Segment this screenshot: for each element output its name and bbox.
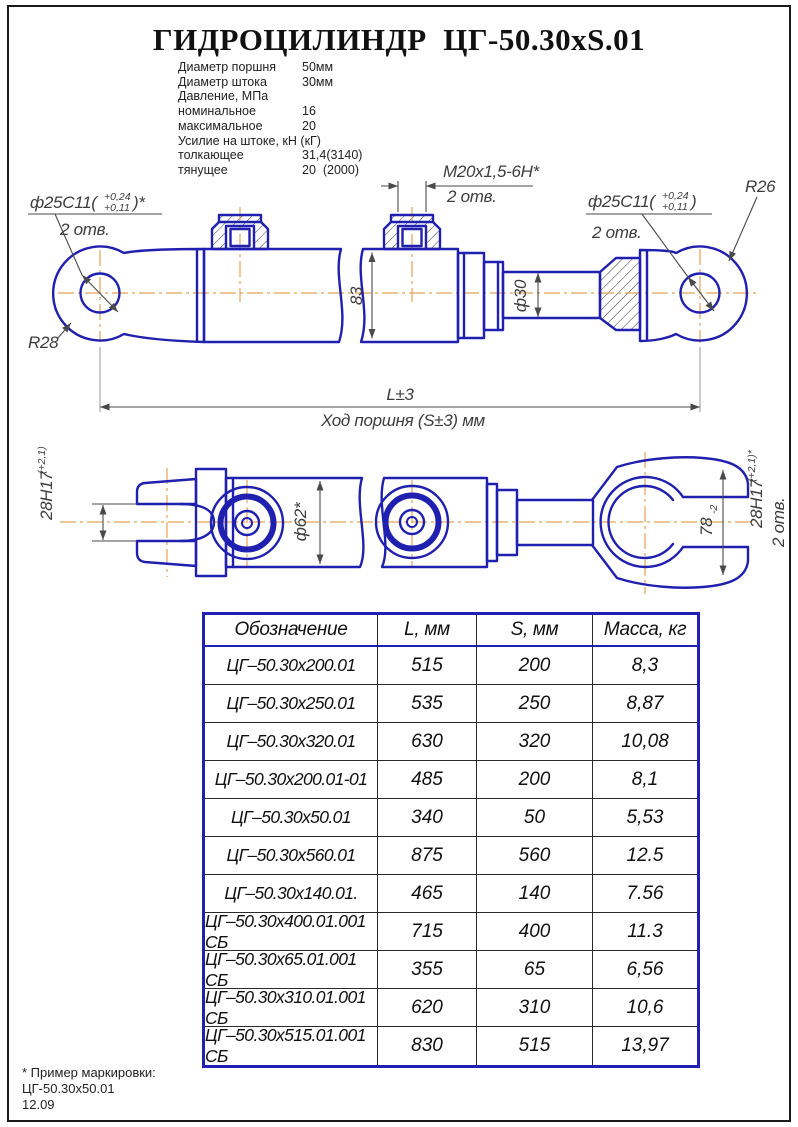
table-cell: ЦГ–50.30х200.01-01 [205, 761, 378, 799]
table-cell: 8,3 [593, 647, 697, 685]
spec-row: номинальное 16 [178, 104, 316, 119]
table-cell: ЦГ–50.30х200.01 [205, 647, 378, 685]
table-cell: 875 [378, 837, 477, 875]
spec-row: Давление, МПа [178, 89, 269, 104]
table-cell: 10,08 [593, 723, 697, 761]
table-cell: 10,6 [593, 989, 697, 1027]
fork-bore-qty-right: 2 отв. [769, 497, 788, 547]
hole-callout-left-close: )* [133, 193, 145, 212]
page-title: ГИДРОЦИЛИНДР ЦГ-50.30xS.01 [152, 22, 646, 57]
table-cell: ЦГ–50.30х65.01.001 СБ [205, 951, 378, 989]
table-header-S: S, мм [477, 615, 593, 647]
dim-label-boss-diameter: ф62* [291, 502, 310, 542]
table-cell: 7.56 [593, 875, 697, 913]
fork-bore-tol-right: (+2,1)* [746, 450, 758, 482]
footnote-line: * Пример маркировки: [22, 1065, 156, 1080]
table-cell: 465 [378, 875, 477, 913]
spec-row: Диаметр штока 30мм [178, 74, 334, 89]
table-cell: 11.3 [593, 913, 697, 951]
table-cell: 560 [477, 837, 593, 875]
table-header-designation: Обозначение [205, 615, 378, 647]
table-cell: ЦГ–50.30х250.01 [205, 685, 378, 723]
radius-label-r28: R28 [28, 333, 59, 352]
hole-callout-right-qty: 2 отв. [592, 223, 642, 242]
footnote-line: ЦГ-50.30х50.01 [22, 1081, 115, 1096]
dim-label-stroke: Ход поршня (S±3) мм [321, 411, 485, 430]
table-cell: 6,56 [593, 951, 697, 989]
table-cell: 65 [477, 951, 593, 989]
table-header-mass: Масса, кг [593, 615, 697, 647]
table-cell: 355 [378, 951, 477, 989]
spec-row: тянущее 20 (2000) [178, 162, 359, 177]
dim-label-fork-width-tol: -2 [708, 504, 720, 514]
hole-callout-left-tol-lower: +0,11 [104, 202, 130, 214]
table-cell: 8,1 [593, 761, 697, 799]
table-cell: 340 [378, 799, 477, 837]
spec-row: толкающее 31,4(3140) [178, 148, 363, 163]
table-cell: 140 [477, 875, 593, 913]
dim-label-length: L±3 [386, 385, 414, 404]
table-cell: 400 [477, 913, 593, 951]
table-cell: ЦГ–50.30х310.01.001 СБ [205, 989, 378, 1027]
table-cell: 250 [477, 685, 593, 723]
table-cell: 485 [378, 761, 477, 799]
spec-row: Диаметр поршня 50мм [178, 60, 334, 74]
spec-row: максимальное 20 [178, 118, 316, 133]
fork-bore-label-right: 28H17 [747, 479, 766, 528]
hole-callout-left-tol-upper: +0,24 [104, 191, 131, 203]
hole-callout-right-close: ) [691, 192, 697, 211]
thread-callout: M20x1,5-6H* [443, 162, 539, 181]
table-cell: ЦГ–50.30х50.01 [205, 799, 378, 837]
table-cell: ЦГ–50.30х515.01.001 СБ [205, 1027, 378, 1065]
table-cell: 320 [477, 723, 593, 761]
thread-callout-qty: 2 отв. [447, 187, 497, 206]
table-cell: 5,53 [593, 799, 697, 837]
table-cell: 12.5 [593, 837, 697, 875]
hole-callout-right-tol-upper: +0,24 [662, 190, 689, 202]
table-cell: 715 [378, 913, 477, 951]
dim-label-83: 83 [347, 286, 366, 306]
table-cell: 515 [477, 1027, 593, 1065]
table-cell: 8,87 [593, 685, 697, 723]
table-cell: 50 [477, 799, 593, 837]
marking-footnote [22, 1065, 156, 1113]
fork-bore-tol-left: (+2,1) [36, 446, 48, 474]
table-header-L: L, мм [378, 615, 477, 647]
hole-callout-left: ф25С11( [30, 193, 97, 212]
footnote-line: 12.09 [22, 1097, 55, 1112]
table-cell: ЦГ–50.30х400.01.001 СБ [205, 913, 378, 951]
radius-label-r26: R26 [745, 177, 776, 196]
table-cell: 620 [378, 989, 477, 1027]
spec-row: Усилие на штоке, кН (кГ) [178, 133, 321, 148]
dimension-table [202, 612, 700, 1068]
fork-bore-label-left: 28H17 [37, 471, 56, 520]
table-cell: 830 [378, 1027, 477, 1065]
hole-callout-left-qty: 2 отв. [60, 220, 110, 239]
table-cell: ЦГ–50.30х560.01 [205, 837, 378, 875]
table-cell: 200 [477, 761, 593, 799]
table-cell: 310 [477, 989, 593, 1027]
hole-callout-right: ф25С11( [588, 192, 655, 211]
table-cell: 630 [378, 723, 477, 761]
dim-label-rod-diameter: ф30 [511, 279, 530, 313]
table-cell: 13,97 [621, 1035, 669, 1056]
table-cell: ЦГ–50.30х140.01. [205, 875, 378, 913]
dim-label-fork-width: 78 [697, 517, 716, 536]
table-cell: 515 [378, 647, 477, 685]
table-cell: 535 [378, 685, 477, 723]
hole-callout-right-tol-lower: +0,11 [662, 201, 688, 213]
table-cell: ЦГ–50.30х320.01 [205, 723, 378, 761]
table-cell: 200 [477, 647, 593, 685]
